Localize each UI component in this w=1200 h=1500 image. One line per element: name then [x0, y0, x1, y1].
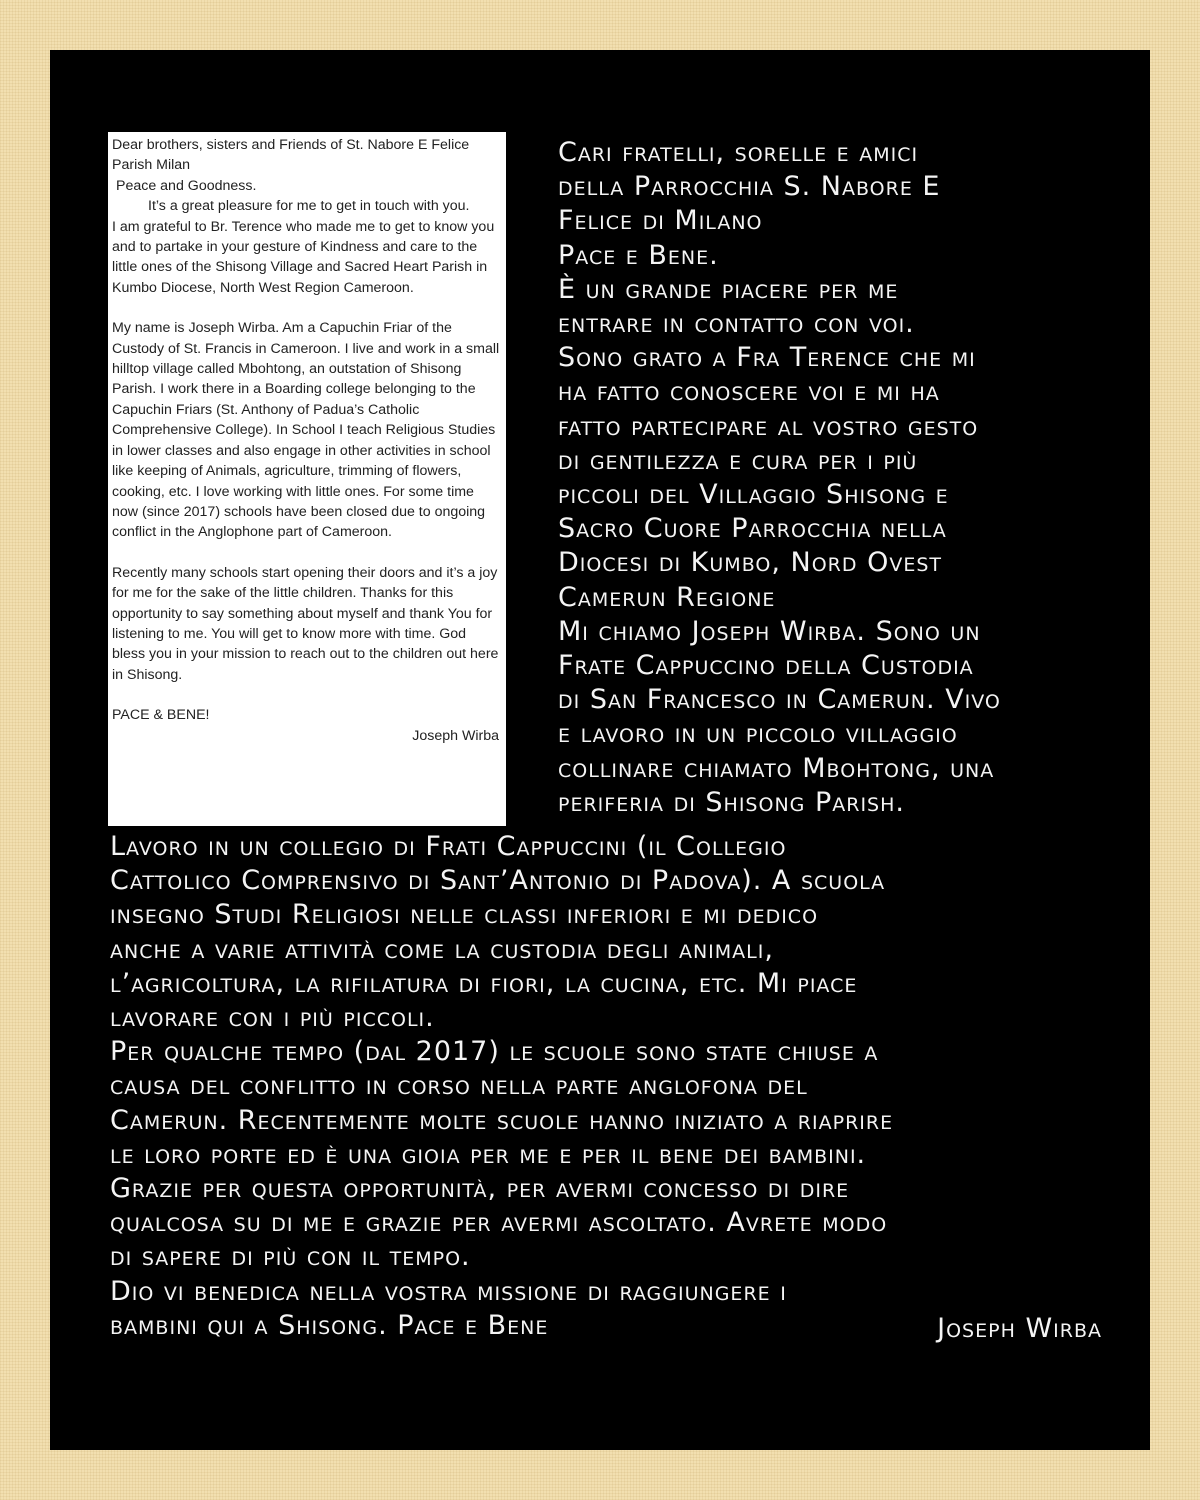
letter-signature: Joseph Wirba: [412, 727, 499, 744]
letter-paragraph: My name is Joseph Wirba. Am a Capuchin Friar of the Custody of St. Francis in Cameroon. I live and work in a small hilltop village called Mbohtong, an outstation of Shisong Parish. I work there in a Boarding college belonging to the Capuchin Friars (St. Anthony of Padua’s Catholic Comprehensive College). In School I teach Religious Studies in lower classes and also engage in other activities in school like keeping of Animals, agriculture, trimming of flowers, cooking, etc. I love working with little ones. For some time now (since 2017) schools have been closed due to ongoing conflict in the Anglophone part of Cameroon.: [112, 320, 500, 541]
italian-line: fatto partecipare al vostro gesto: [558, 410, 979, 442]
italian-line: ha fatto conoscere voi e mi ha: [558, 376, 940, 408]
italian-line: Per qualche tempo (dal 2017) le scuole sono state chiuse a: [110, 1036, 879, 1068]
italian-line: di sapere di più con il tempo.: [110, 1241, 471, 1273]
italian-line: Mi chiamo Joseph Wirba. Sono un: [558, 615, 981, 647]
italian-line: periferia di Shisong Parish.: [558, 786, 905, 818]
italian-line: l’agricoltura, la rifilatura di fiori, la cucina, etc. Mi piace: [110, 967, 858, 999]
italian-line: Sacro Cuore Parrocchia nella: [558, 513, 947, 545]
italian-line: causa del conflitto in corso nella parte anglofona del: [110, 1070, 808, 1102]
italian-line: Sono grato a Fra Terence che mi: [558, 342, 976, 374]
italian-line: Felice di Milano: [558, 205, 763, 237]
letter-paragraph: It’s a great pleasure for me to get in touch with you.: [148, 198, 470, 215]
italian-line: Cattolico Comprensivo di Sant’Antonio di Padova). A scuola: [110, 865, 886, 897]
italian-line: le loro porte ed è una gioia per me e per il bene dei bambini.: [110, 1138, 867, 1170]
italian-line: collinare chiamato Mbohtong, una: [558, 752, 995, 784]
italian-line: di San Francesco in Camerun. Vivo: [558, 684, 1001, 716]
italian-line: È un grande piacere per me: [558, 273, 899, 305]
italian-line: Lavoro in un collegio di Frati Cappuccini (il Collegio: [110, 831, 787, 862]
letter-greeting: Peace and Goodness.: [116, 177, 257, 194]
italian-line: qualcosa su di me e grazie per avermi ascoltato. Avrete modo: [110, 1207, 888, 1239]
italian-line: della Parrocchia S. Nabore E: [558, 171, 941, 203]
letter-closing: PACE & BENE!: [112, 707, 210, 724]
italian-line: Camerun Regione: [558, 581, 776, 613]
italian-line: e lavoro in un piccolo villaggio: [558, 718, 958, 750]
letter-paragraph: I am grateful to Br. Terence who made me to get to know you and to partake in your gesture of Kindness and care to the little ones of the Shisong Village and Sacred Heart Parish in Kumbo Diocese, North West Region Cameroon.: [112, 218, 495, 296]
english-letter-card: [108, 132, 506, 826]
italian-translation-top: [558, 136, 1118, 820]
italian-line: insegno Studi Religiosi nelle classi inferiori e mi dedico: [110, 899, 819, 931]
italian-line: Cari fratelli, sorelle e amici: [558, 137, 919, 168]
italian-line: di gentilezza e cura per i più: [558, 444, 918, 476]
chalkboard: [50, 50, 1150, 1450]
italian-signature: Joseph Wirba: [937, 1313, 1102, 1344]
italian-line: lavorare con i più piccoli.: [110, 1002, 435, 1034]
italian-line: anche a varie attività come la custodia degli animali,: [110, 933, 774, 965]
italian-translation-bottom: [110, 830, 1130, 1343]
italian-line: Grazie per questa opportunità, per avermi concesso di dire: [110, 1173, 850, 1205]
italian-line: Frate Cappuccino della Custodia: [558, 650, 974, 682]
italian-line: Camerun. Recentemente molte scuole hanno iniziato a riaprire: [110, 1104, 894, 1136]
italian-line: Diocesi di Kumbo, Nord Ovest: [558, 547, 942, 579]
letter-salutation: Dear brothers, sisters and Friends of St. Nabore E Felice Parish Milan: [112, 137, 470, 174]
italian-line: bambini qui a Shisong. Pace e Bene: [110, 1309, 549, 1341]
letter-paragraph: Recently many schools start opening their doors and it’s a joy for me for the sake of the little children. Thanks for this opportunity to say something about myself and thank You for listening to me. You will get to know more with time. God bless you in your mission to reach out to the children out here in Shisong.: [112, 564, 499, 683]
italian-line: entrare in contatto con voi.: [558, 308, 915, 340]
italian-line: Dio vi benedica nella vostra missione di raggiungere i: [110, 1275, 787, 1307]
italian-line: piccoli del Villaggio Shisong e: [558, 479, 949, 511]
italian-line: Pace e Bene.: [558, 239, 719, 271]
